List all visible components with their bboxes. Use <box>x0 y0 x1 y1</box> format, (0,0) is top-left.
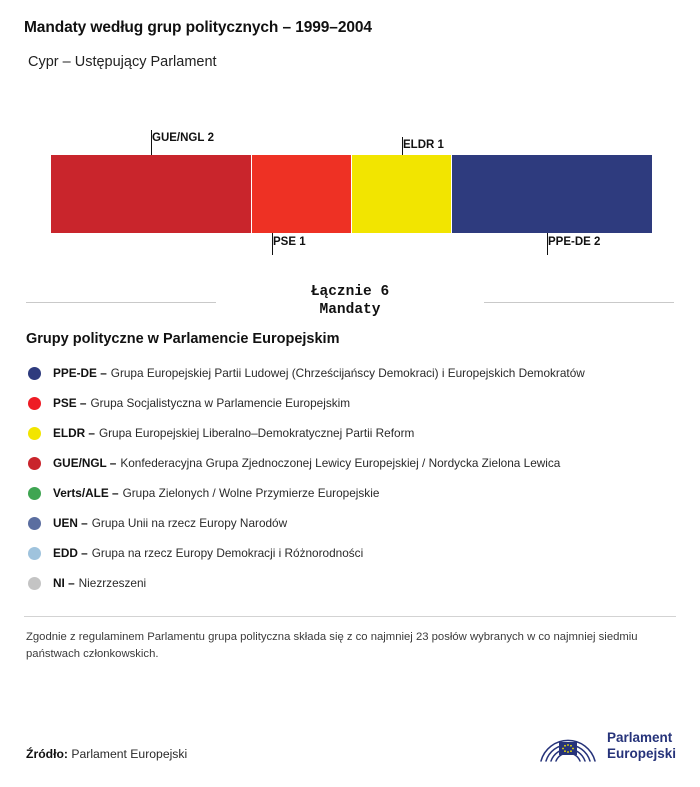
source-row <box>24 723 676 769</box>
legend-item-eldr <box>26 418 676 448</box>
footnote: Zgodnie z regulaminem Parlamentu grupa polityczna składa się z co najmniej 23 posłów wybranych w co najmniej siedmiu państwach członkowskich. <box>26 631 638 661</box>
source-label: Źródło: <box>26 747 68 761</box>
legend-desc-ppe-de: Grupa Europejskiej Partii Ludowej (Chrześcijańscy Demokraci) i Europejskich Demokratów <box>110 366 585 381</box>
callout-ppe-de <box>548 236 600 248</box>
legend-abbr-ni: NI – <box>53 576 75 591</box>
page-title: Mandaty według grup politycznych – 1999–2004 <box>24 19 372 36</box>
legend-heading: Grupy polityczne w Parlamencie Europejskim <box>26 331 340 348</box>
legend-swatch-eldr <box>28 427 41 440</box>
legend-abbr-gue-ngl: GUE/NGL – <box>53 456 117 471</box>
total-rule-right <box>484 302 674 303</box>
legend-abbr-verts-ale: Verts/ALE – <box>53 486 119 501</box>
legend-item-edd <box>26 538 676 568</box>
legend-desc-edd: Grupa na rzecz Europy Demokracji i Różnorodności <box>91 546 364 561</box>
legend-desc-gue-ngl: Konfederacyjna Grupa Zjednoczonej Lewicy Europejskiej / Nordycka Zielona Lewica <box>120 456 561 471</box>
callout-gue-ngl-value: 2 <box>207 132 214 144</box>
legend-swatch-ni <box>28 577 41 590</box>
total-seats-unit: Mandaty <box>319 302 381 319</box>
legend-item-ppe-de <box>26 358 676 388</box>
legend-abbr-eldr: ELDR – <box>53 426 95 441</box>
legend-item-uen <box>26 508 676 538</box>
source <box>26 747 187 761</box>
total-rule-left <box>26 302 216 303</box>
ep-logo-line1: Parlament <box>606 730 673 746</box>
ep-logo <box>537 727 676 765</box>
legend-desc-verts-ale: Grupa Zielonych / Wolne Przymierze Europejskie <box>122 486 380 501</box>
legend-item-pse <box>26 388 676 418</box>
source-value: Parlament Europejski <box>71 747 188 761</box>
callout-ppe-de-label: PPE-DE <box>548 236 591 248</box>
stacked-bar <box>51 155 652 233</box>
legend-abbr-uen: UEN – <box>53 516 88 531</box>
legend-swatch-ppe-de <box>28 367 41 380</box>
european-parliament-hemicycle-icon <box>537 727 599 765</box>
legend-swatch-gue-ngl <box>28 457 41 470</box>
legend-swatch-edd <box>28 547 41 560</box>
legend-desc-pse: Grupa Socjalistyczna w Parlamencie Europejskim <box>90 396 351 411</box>
callout-pse-value: 1 <box>299 236 306 248</box>
legend-swatch-verts-ale <box>28 487 41 500</box>
footnote-divider <box>24 616 676 617</box>
seats-bar-chart <box>24 116 676 261</box>
bar-segment-ppe-de <box>451 155 652 233</box>
legend <box>24 358 676 598</box>
legend-item-verts-ale <box>26 478 676 508</box>
callout-eldr-label: ELDR <box>403 139 435 151</box>
callout-gue-ngl <box>152 132 214 144</box>
legend-abbr-edd: EDD – <box>53 546 88 561</box>
bar-segment-eldr <box>351 155 451 233</box>
callout-eldr <box>403 139 444 151</box>
legend-item-gue-ngl <box>26 448 676 478</box>
legend-desc-uen: Grupa Unii na rzecz Europy Narodów <box>91 516 288 531</box>
legend-abbr-pse: PSE – <box>53 396 87 411</box>
page-subtitle: Cypr – Ustępujący Parlament <box>28 54 217 70</box>
callout-pse <box>273 236 306 248</box>
callout-pse-label: PSE <box>273 236 297 248</box>
bar-segment-gue-ngl <box>51 155 251 233</box>
total-seats <box>24 283 676 319</box>
legend-swatch-pse <box>28 397 41 410</box>
callout-eldr-value: 1 <box>437 139 444 151</box>
total-seats-label: Łącznie 6 <box>310 284 390 300</box>
callout-ppe-de-value: 2 <box>594 236 601 248</box>
legend-desc-eldr: Grupa Europejskiej Liberalno–Demokratycznej Partii Reform <box>98 426 415 441</box>
bar-segment-pse <box>251 155 351 233</box>
legend-abbr-ppe-de: PPE-DE – <box>53 366 107 381</box>
legend-desc-ni: Niezrzeszeni <box>78 576 147 591</box>
legend-swatch-uen <box>28 517 41 530</box>
ep-logo-line2: Europejski <box>606 746 676 761</box>
callout-gue-ngl-label: GUE/NGL <box>152 132 205 144</box>
ep-logo-text <box>607 730 676 761</box>
legend-item-ni <box>26 568 676 598</box>
